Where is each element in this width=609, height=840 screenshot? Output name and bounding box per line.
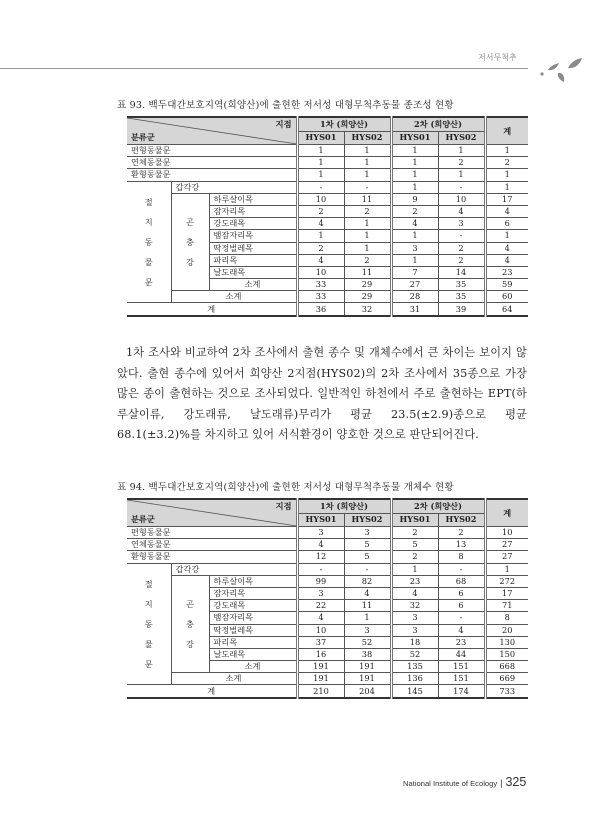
group-label-char: 강 <box>186 639 194 649</box>
cell: 12 <box>297 551 344 563</box>
page-number: 325 <box>505 775 527 789</box>
cell: 191 <box>344 661 391 673</box>
page-footer <box>403 773 526 791</box>
site-header: HYS01 <box>297 513 344 526</box>
total-cell: 60 <box>485 291 528 303</box>
table-row <box>127 145 528 157</box>
cell: 2 <box>344 205 391 217</box>
cell: 27 <box>391 279 438 291</box>
total-cell: 27 <box>485 539 528 551</box>
cell: 33 <box>297 291 344 303</box>
cell: 4 <box>438 205 485 217</box>
cell: 1 <box>438 169 485 181</box>
row-label: 딱정벌레목 <box>209 624 297 636</box>
cell: 2 <box>391 551 438 563</box>
group-label-char: 물 <box>144 639 153 649</box>
row-label: 하루살이목 <box>209 193 297 205</box>
cell: 52 <box>391 648 438 660</box>
cell: - <box>438 612 485 624</box>
cell: 4 <box>297 539 344 551</box>
site-header: HYS02 <box>344 513 391 526</box>
cell: 5 <box>391 539 438 551</box>
row-label: 딱정벌레목 <box>209 242 297 254</box>
corner-taxon-label: 분류군 <box>131 514 155 524</box>
cell: 44 <box>438 648 485 660</box>
cell: 2 <box>391 527 438 539</box>
group-label-arthropoda <box>127 563 171 685</box>
total-cell: 733 <box>485 685 528 698</box>
cell: 3 <box>391 624 438 636</box>
row-label: 뱀잠자리목 <box>209 230 297 242</box>
group-label-char: 절 <box>144 579 153 589</box>
body-paragraph: 1차 조사와 비교하여 2차 조사에서 출현 종수 및 개체수에서 큰 차이는 보이지 않았다. 출현 종수에 있어서 희양산 2지점(HYS02)의 2차 조사에서 35종으로 가장 많은 종이 출현하는 것으로 조사되었다. 일반적인 하천에서 주로 출현하는 EPT(하루살이류, 강도래류, 날도래류)무리가 평균 23.5(±2.9)종으로 평균 68.1(±3.2)%를 차지하고 있어 서식환경이 양호한 것으로 판단되어진다. <box>117 346 527 442</box>
cell: 1 <box>391 563 438 575</box>
total-cell: 64 <box>485 303 528 316</box>
table-row <box>127 181 528 193</box>
cell: - <box>438 230 485 242</box>
cell: 1 <box>344 157 391 169</box>
cell: 9 <box>391 193 438 205</box>
leaf-ornament-icon <box>536 56 586 84</box>
row-label: 하루살이목 <box>209 575 297 587</box>
total-cell: 8 <box>485 612 528 624</box>
cell: 39 <box>438 303 485 316</box>
cell: 1 <box>391 230 438 242</box>
group-label-insecta <box>171 575 209 673</box>
row-label: 날도래목 <box>209 648 297 660</box>
site-header: HYS02 <box>438 131 485 144</box>
table-row <box>127 527 528 539</box>
total-cell: 669 <box>485 673 528 685</box>
cell: 3 <box>391 612 438 624</box>
table-row <box>127 551 528 563</box>
cell: 1 <box>344 218 391 230</box>
total-row <box>127 685 528 698</box>
cell: 204 <box>344 685 391 698</box>
row-label: 연체동물문 <box>127 539 297 551</box>
total-cell: 6 <box>485 218 528 230</box>
cell: 5 <box>344 551 391 563</box>
row-label: 강도래목 <box>209 218 297 230</box>
cell: 11 <box>344 266 391 278</box>
total-cell: 1 <box>485 563 528 575</box>
cell: 2 <box>438 254 485 266</box>
group-label-char: 문 <box>144 277 153 287</box>
survey-2-header: 2차 (희양산) <box>391 117 485 131</box>
cell: 1 <box>391 145 438 157</box>
total-header: 계 <box>485 499 528 527</box>
cell: 16 <box>297 648 344 660</box>
row-label: 강도래목 <box>209 600 297 612</box>
row-label: 환형동물문 <box>127 551 297 563</box>
cell: 5 <box>344 539 391 551</box>
group-label-char: 곤 <box>186 217 194 227</box>
cell: 2 <box>438 157 485 169</box>
cell: 145 <box>391 685 438 698</box>
cell: 1 <box>391 181 438 193</box>
cell: 3 <box>344 527 391 539</box>
cell: 10 <box>297 193 344 205</box>
cell: 11 <box>344 600 391 612</box>
cell: 32 <box>391 600 438 612</box>
total-cell: 71 <box>485 600 528 612</box>
cell: 135 <box>391 661 438 673</box>
cell: 36 <box>297 303 344 316</box>
cell: 174 <box>438 685 485 698</box>
cell: 10 <box>297 624 344 636</box>
cell: 35 <box>438 291 485 303</box>
cell: 23 <box>438 636 485 648</box>
corner-header <box>127 499 297 527</box>
total-header: 계 <box>485 117 528 145</box>
cell: 1 <box>391 169 438 181</box>
cell: 191 <box>344 673 391 685</box>
cell: 3 <box>391 242 438 254</box>
cell: 33 <box>297 279 344 291</box>
cell: 68 <box>438 575 485 587</box>
table-row <box>127 193 528 205</box>
cell: 1 <box>297 230 344 242</box>
row-label: 뱀잠자리목 <box>209 612 297 624</box>
cell: 3 <box>344 624 391 636</box>
row-label: 연체동물문 <box>127 157 297 169</box>
cell: 1 <box>297 157 344 169</box>
group-label-char: 곤 <box>186 599 194 609</box>
cell: - <box>438 563 485 575</box>
row-label: 계 <box>127 685 297 698</box>
cell: 8 <box>438 551 485 563</box>
cell: 10 <box>438 193 485 205</box>
cell: 2 <box>297 205 344 217</box>
row-label: 소계 <box>209 661 297 673</box>
site-header: HYS01 <box>391 513 438 526</box>
cell: 23 <box>391 575 438 587</box>
cell: 10 <box>297 266 344 278</box>
total-cell: 27 <box>485 551 528 563</box>
total-cell: 4 <box>485 242 528 254</box>
cell: 4 <box>438 624 485 636</box>
group-label-char: 물 <box>144 257 153 267</box>
cell: 4 <box>297 218 344 230</box>
cell: 1 <box>344 230 391 242</box>
cell: 22 <box>297 600 344 612</box>
group-label-char: 충 <box>186 237 194 247</box>
cell: 3 <box>297 587 344 599</box>
cell: 37 <box>297 636 344 648</box>
table-94-caption: 표 94. 백두대간보호지역(희양산)에 출현한 저서성 대형무척추동물 개체수 현황 <box>117 482 454 493</box>
group-label-char: 동 <box>144 619 153 629</box>
total-cell: 4 <box>485 205 528 217</box>
group-label-char: 절 <box>144 197 153 207</box>
cell: 11 <box>344 193 391 205</box>
survey-1-header: 1차 (희양산) <box>297 117 391 131</box>
table-row <box>127 169 528 181</box>
row-label: 잠자리목 <box>209 587 297 599</box>
table-93-caption: 표 93. 백두대간보호지역(희양산)에 출현한 저서성 대형무척추동물 종조성 현황 <box>117 100 454 111</box>
cell: 13 <box>438 539 485 551</box>
cell: 6 <box>438 587 485 599</box>
subtotal-row <box>127 673 528 685</box>
total-cell: 20 <box>485 624 528 636</box>
cell: 136 <box>391 673 438 685</box>
cell: 52 <box>344 636 391 648</box>
total-cell: 130 <box>485 636 528 648</box>
cell: 32 <box>344 303 391 316</box>
total-row <box>127 303 528 316</box>
cell: 99 <box>297 575 344 587</box>
total-cell: 17 <box>485 587 528 599</box>
cell: 29 <box>344 291 391 303</box>
cell: 28 <box>391 291 438 303</box>
total-cell: 23 <box>485 266 528 278</box>
cell: 4 <box>391 587 438 599</box>
cell: 2 <box>391 205 438 217</box>
cell: 7 <box>391 266 438 278</box>
total-cell: 668 <box>485 661 528 673</box>
cell: 1 <box>391 254 438 266</box>
cell: 191 <box>297 661 344 673</box>
cell: 38 <box>344 648 391 660</box>
group-label-insecta <box>171 193 209 291</box>
row-label: 소계 <box>209 279 297 291</box>
site-header: HYS01 <box>297 131 344 144</box>
total-cell: 17 <box>485 193 528 205</box>
row-label: 환형동물문 <box>127 169 297 181</box>
cell: 151 <box>438 673 485 685</box>
cell: - <box>438 181 485 193</box>
total-cell: 1 <box>485 169 528 181</box>
cell: 1 <box>438 145 485 157</box>
cell: - <box>297 563 344 575</box>
cell: 29 <box>344 279 391 291</box>
cell: 1 <box>344 169 391 181</box>
group-label-char: 지 <box>144 217 153 227</box>
row-label: 잠자리목 <box>209 205 297 217</box>
cell: 2 <box>297 242 344 254</box>
cell: 35 <box>438 279 485 291</box>
cell: 18 <box>391 636 438 648</box>
subtotal-row <box>127 291 528 303</box>
corner-header <box>127 117 297 145</box>
cell: 1 <box>344 145 391 157</box>
site-header: HYS02 <box>344 131 391 144</box>
species-composition-table <box>127 116 528 317</box>
cell: 151 <box>438 661 485 673</box>
row-label: 갑각강 <box>171 563 297 575</box>
corner-site-label: 지점 <box>275 501 292 511</box>
organization-name: National Institute of Ecology <box>403 779 498 788</box>
group-label-char: 지 <box>144 599 153 609</box>
site-header: HYS02 <box>438 513 485 526</box>
group-label-arthropoda <box>127 181 171 303</box>
site-header: HYS01 <box>391 131 438 144</box>
cell: 14 <box>438 266 485 278</box>
total-cell: 10 <box>485 527 528 539</box>
cell: - <box>344 181 391 193</box>
cell: 4 <box>391 218 438 230</box>
abundance-table <box>127 498 528 699</box>
group-label-char: 충 <box>186 619 194 629</box>
row-label: 파리목 <box>209 254 297 266</box>
total-cell: 272 <box>485 575 528 587</box>
total-cell: 1 <box>485 181 528 193</box>
row-label: 갑각강 <box>171 181 297 193</box>
table-row <box>127 563 528 575</box>
cell: 2 <box>438 242 485 254</box>
footer-separator: | <box>500 778 503 788</box>
cell: 2 <box>344 254 391 266</box>
total-cell: 2 <box>485 157 528 169</box>
cell: 82 <box>344 575 391 587</box>
cell: 2 <box>438 527 485 539</box>
cell: - <box>344 563 391 575</box>
total-cell: 1 <box>485 230 528 242</box>
cell: 191 <box>297 673 344 685</box>
cell: 1 <box>344 612 391 624</box>
total-cell: 4 <box>485 254 528 266</box>
cell: - <box>297 181 344 193</box>
cell: 6 <box>438 600 485 612</box>
cell: 3 <box>438 218 485 230</box>
corner-site-label: 지점 <box>275 119 292 129</box>
table-row <box>127 539 528 551</box>
row-label: 계 <box>127 303 297 316</box>
survey-1-header: 1차 (희양산) <box>297 499 391 513</box>
total-cell: 1 <box>485 145 528 157</box>
row-label: 날도래목 <box>209 266 297 278</box>
row-label: 파리목 <box>209 636 297 648</box>
table-row <box>127 157 528 169</box>
table-row <box>127 575 528 587</box>
header-rule <box>0 68 528 69</box>
cell: 4 <box>297 254 344 266</box>
section-label: 저서무척추 <box>478 53 517 62</box>
cell: 4 <box>297 612 344 624</box>
group-label-char: 동 <box>144 237 153 247</box>
cell: 3 <box>297 527 344 539</box>
cell: 1 <box>344 242 391 254</box>
survey-2-header: 2차 (희양산) <box>391 499 485 513</box>
row-label: 편형동물문 <box>127 527 297 539</box>
total-cell: 59 <box>485 279 528 291</box>
total-cell: 150 <box>485 648 528 660</box>
group-label-char: 문 <box>144 659 153 669</box>
group-label-char: 강 <box>186 257 194 267</box>
cell: 1 <box>391 157 438 169</box>
cell: 210 <box>297 685 344 698</box>
cell: 4 <box>344 587 391 599</box>
cell: 1 <box>297 169 344 181</box>
row-label: 소계 <box>171 673 297 685</box>
corner-taxon-label: 분류군 <box>131 132 155 142</box>
cell: 31 <box>391 303 438 316</box>
cell: 1 <box>297 145 344 157</box>
row-label: 소계 <box>171 291 297 303</box>
row-label: 편형동물문 <box>127 145 297 157</box>
